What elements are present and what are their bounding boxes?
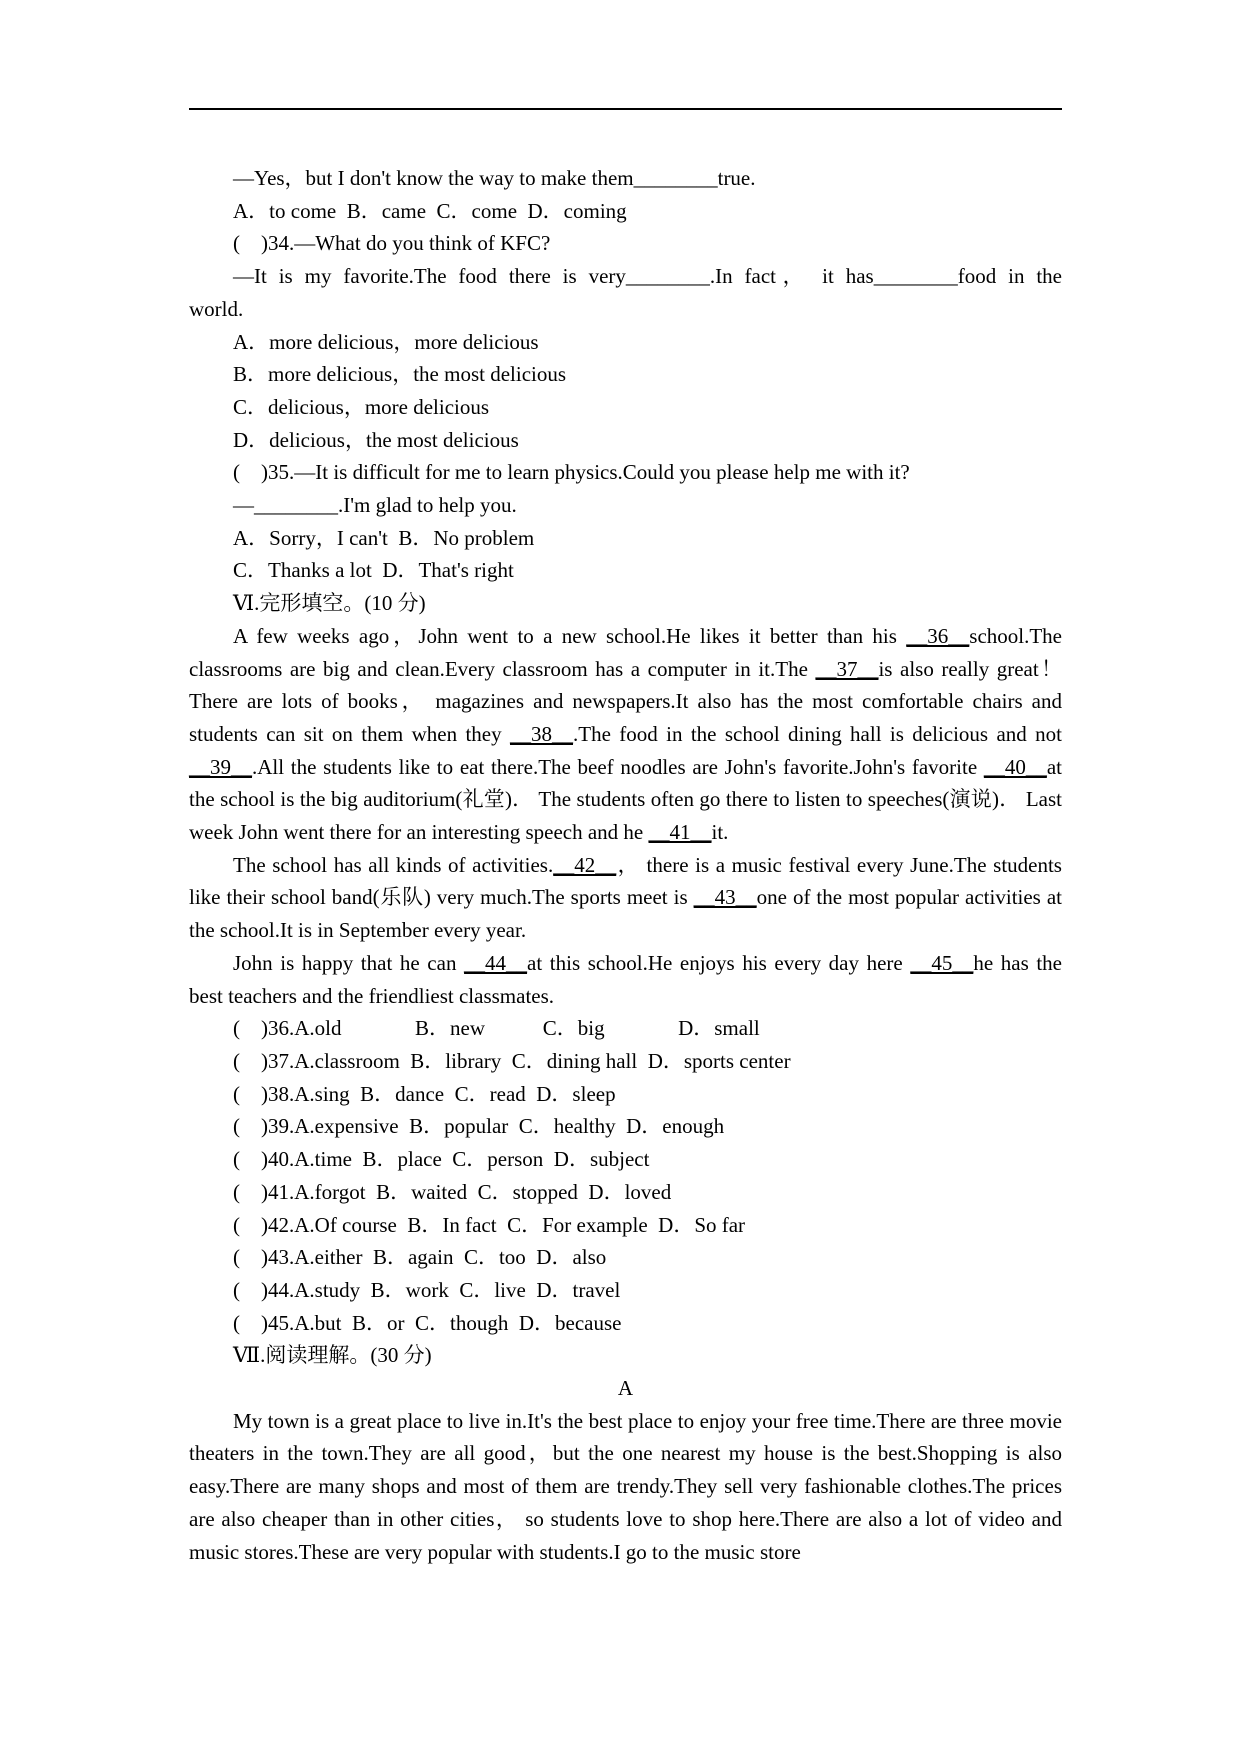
question-41: ( )41.A.forgot B．waited C．stopped D．loved (233, 1179, 672, 1204)
question-37: ( )37.A.classroom B．library C．dining hall D．sports center (233, 1048, 791, 1073)
cloze-text: A few weeks ago，John went to a new school.He likes it better than his (233, 623, 907, 648)
cloze-text: at the school is the big auditorium(礼堂)． The students often go there to listen to speeches(演说)． Last week John went there for an interesting speech and he (189, 754, 1062, 845)
cloze-text: school.The classrooms are big and clean.Every classroom has a computer in it.The (189, 623, 1062, 681)
q34-option-b: B．more delicious，the most delicious (233, 362, 567, 387)
cloze-paragraph-2 (189, 849, 1062, 947)
blank-43: __43__ (693, 885, 757, 910)
q34-option-d: D．delicious，the most delicious (233, 427, 519, 452)
cloze-text: one of the most popular activities at the school.It is in September every year. (189, 885, 1062, 943)
q34-answer-line-1: —It is my favorite.The food there is very________.In fact， it has________food in the (233, 264, 1062, 289)
question-39: ( )39.A.expensive B．popular C．healthy D．enough (233, 1114, 725, 1139)
blank-45: __45__ (910, 950, 974, 975)
blank-36: __36__ (906, 623, 970, 648)
cloze-text: it. (711, 820, 729, 845)
blank-37: __37__ (815, 656, 879, 681)
passage-label: A (617, 1376, 634, 1401)
q34-stem: ( )34.—What do you think of KFC? (233, 231, 551, 256)
question-44: ( )44.A.study B．work C．live D．travel (233, 1277, 621, 1302)
blank-38: __38__ (510, 721, 573, 746)
q35-answer: —________.I'm glad to help you. (233, 493, 517, 518)
q34-answer-line-2: world. (189, 296, 244, 321)
question-42: ( )42.A.Of course B．In fact C．For example D．So far (233, 1212, 746, 1237)
header-rule (189, 108, 1062, 110)
q35-options-2: C．Thanks a lot D．That's right (233, 558, 514, 583)
cloze-paragraph-1 (189, 620, 1062, 849)
cloze-text: .All the students like to eat there.The beef noodles are John's favorite.John's favorite (252, 754, 984, 779)
blank-39: __39__ (189, 754, 252, 779)
blank-44: __44__ (464, 950, 528, 975)
section7-heading: Ⅶ.阅读理解。(30 分) (233, 1343, 432, 1368)
question-45: ( )45.A.but B．or C．though D．because (233, 1310, 622, 1335)
q33-options: A．to come B．came C．come D．coming (233, 198, 627, 223)
cloze-text: ， there is a music festival every June.The students like their school band(乐队) very much.The sports meet is (189, 852, 1062, 910)
cloze-text: he has the best teachers and the friendliest classmates. (189, 950, 1062, 1008)
q35-options-1: A．Sorry，I can't B．No problem (233, 525, 535, 550)
cloze-text: is also really great！ There are lots of books， magazines and newspapers.It also has the most comfortable chairs and students can sit on them when they (189, 656, 1063, 746)
q34-option-c: C．delicious，more delicious (233, 394, 490, 419)
cloze-text: The school has all kinds of activities. (233, 852, 554, 877)
section6-heading: Ⅵ.完形填空。(10 分) (233, 591, 426, 616)
blank-40: __40__ (983, 754, 1047, 779)
reading-passage-a: My town is a great place to live in.It's the best place to enjoy your free time.There are three movie theaters in the town.They are all good，but the one nearest my house is the best.Shopping is also easy.There are many shops and most of them are trendy.They sell very fashionable clothes.The prices are also cheaper than in other cities， so students love to shop here.There are also a lot of video and music stores.These are very popular with students.I go to the music store (189, 1408, 1062, 1564)
cloze-text: .The food in the school dining hall is delicious and not (573, 721, 1062, 746)
question-40: ( )40.A.time B．place C．person D．subject (233, 1147, 650, 1172)
cloze-text: John is happy that he can (233, 950, 465, 975)
blank-41: __41__ (648, 820, 712, 845)
cloze-text: at this school.He enjoys his every day here (527, 950, 911, 975)
cloze-paragraph-3 (189, 947, 1062, 1012)
q34-option-a: A．more delicious，more delicious (233, 329, 539, 354)
blank-42: __42__ (553, 852, 617, 877)
q33-answer-line: —Yes，but I don't know the way to make them________true. (233, 166, 756, 190)
question-38: ( )38.A.sing B．dance C．read D．sleep (233, 1081, 616, 1106)
q35-stem: ( )35.—It is difficult for me to learn physics.Could you please help me with it? (233, 460, 910, 485)
page-content (189, 162, 1062, 1568)
question-43: ( )43.A.either B．again C．too D．also (233, 1245, 607, 1270)
question-36: ( )36.A.old B．new C．big D．small (233, 1016, 760, 1041)
